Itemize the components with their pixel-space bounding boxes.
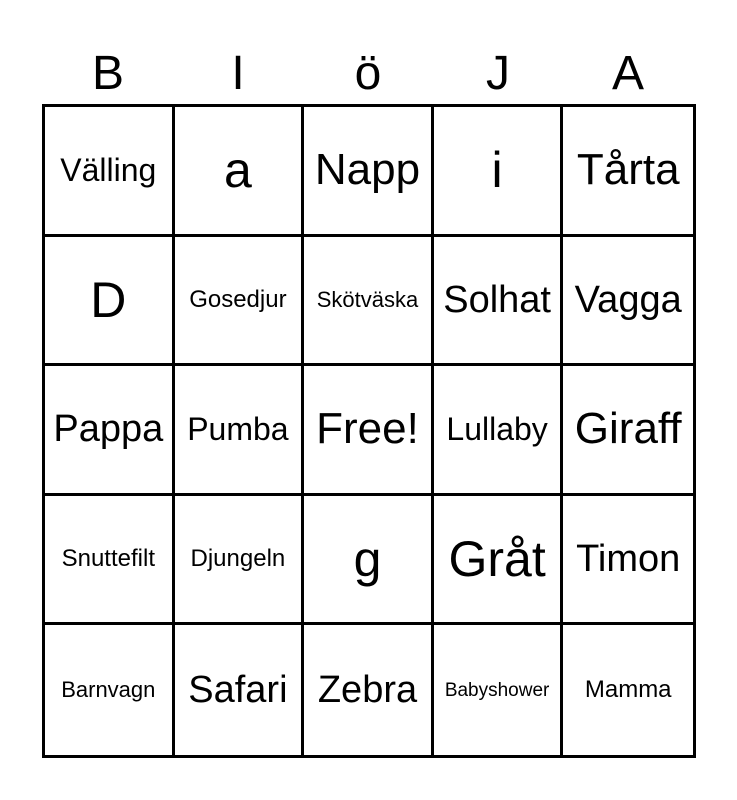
bingo-cell[interactable]: Pappa — [45, 366, 175, 496]
bingo-cell[interactable]: g — [304, 496, 434, 626]
header-letter-i: I — [231, 47, 245, 100]
bingo-cell[interactable]: Tårta — [563, 107, 693, 237]
bingo-header — [43, 44, 693, 104]
bingo-card-grid — [42, 104, 696, 758]
bingo-cell[interactable]: Napp — [304, 107, 434, 237]
bingo-cell[interactable]: Vagga — [563, 237, 693, 367]
bingo-cell[interactable]: Babyshower — [434, 625, 564, 755]
bingo-cell[interactable]: Giraff — [563, 366, 693, 496]
bingo-cell[interactable]: Skötväska — [304, 237, 434, 367]
bingo-cell[interactable]: D — [45, 237, 175, 367]
header-letter-j: J — [486, 47, 510, 100]
bingo-cell[interactable]: a — [175, 107, 305, 237]
header-letter-a: A — [611, 47, 644, 100]
bingo-cell[interactable]: Safari — [175, 625, 305, 755]
bingo-cell[interactable]: Välling — [45, 107, 175, 237]
bingo-cell[interactable]: Snuttefilt — [45, 496, 175, 626]
bingo-cell[interactable]: Pumba — [175, 366, 305, 496]
bingo-cell[interactable]: Mamma — [584, 676, 672, 704]
bingo-cell[interactable]: Djungeln — [175, 496, 305, 626]
bingo-cell-free-space[interactable]: Free! — [304, 366, 434, 496]
header-letter-b: B — [91, 47, 124, 100]
bingo-cell[interactable]: Timon — [563, 496, 693, 626]
bingo-cell[interactable]: Zebra — [304, 625, 434, 755]
bingo-cell[interactable]: Solhat — [434, 237, 564, 367]
header-letter-o: ö — [354, 47, 382, 100]
bingo-cell[interactable]: i — [434, 107, 564, 237]
bingo-cell[interactable]: Gråt — [434, 496, 564, 626]
bingo-cell[interactable]: Barnvagn — [45, 625, 175, 755]
bingo-cell[interactable]: Lullaby — [434, 366, 564, 496]
bingo-cell[interactable]: Gosedjur — [175, 237, 305, 367]
